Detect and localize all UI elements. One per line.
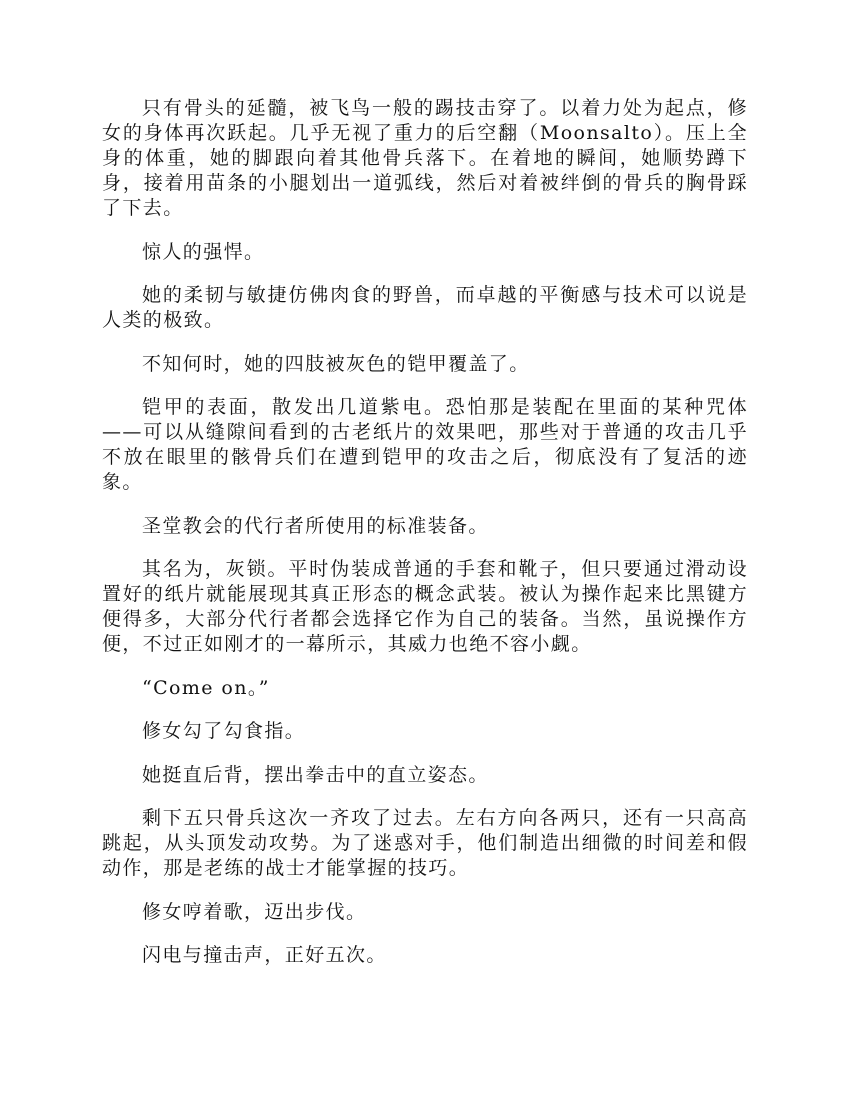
paragraph: 只有骨头的延髓，被飞鸟一般的踢技击穿了。以着力处为起点，修女的身体再次跃起。几乎无视了重力的后空翻（Moonsalto）。压上全身的体重，她的脚跟向着其他骨兵落下。在着地的瞬间，她顺势蹲下身，接着用苗条的小腿划出一道弧线，然后对着被绊倒的骨兵的胸骨踩了下去。: [102, 97, 748, 219]
paragraph: 她的柔韧与敏捷仿佛肉食的野兽，而卓越的平衡感与技术可以说是人类的极致。: [102, 284, 748, 331]
paragraph: “Come on。”: [142, 676, 270, 699]
paragraph: 惊人的强悍。: [142, 240, 265, 263]
paragraph: 圣堂教会的代行者所使用的标准装备。: [142, 514, 489, 537]
paragraph: 闪电与撞击声，正好五次。: [142, 944, 387, 966]
paragraph: 修女哼着歌，迈出步伐。: [142, 900, 367, 923]
paragraph: 铠甲的表面，散发出几道紫电。恐怕那是装配在里面的某种咒体——可以从缝隙间看到的古老纸片的效果吧，那些对于普通的攻击几乎不放在眼里的骸骨兵们在遭到铠甲的攻击之后，彻底没有了复活的迹象。: [102, 396, 748, 493]
paragraph: 剩下五只骨兵这次一齐攻了过去。左右方向各两只，还有一只高高跳起，从头顶发动攻势。为了迷惑对手，他们制造出细微的时间差和假动作，那是老练的战士才能掌握的技巧。: [102, 807, 748, 879]
paragraph: 不知何时，她的四肢被灰色的铠甲覆盖了。: [142, 352, 530, 375]
document-body: [102, 96, 748, 987]
paragraph: 修女勾了勾食指。: [142, 720, 306, 742]
paragraph: 其名为，灰锁。平时伪装成普通的手套和靴子，但只要通过滑动设置好的纸片就能展现其真正形态的概念武装。被认为操作起来比黑键方便得多，大部分代行者都会选择它作为自己的装备。当然，虽说操作方便，不过正如刚才的一幕所示，其威力也绝不容小觑。: [102, 558, 748, 655]
paragraph: 她挺直后背，摆出拳击中的直立姿态。: [142, 763, 489, 786]
